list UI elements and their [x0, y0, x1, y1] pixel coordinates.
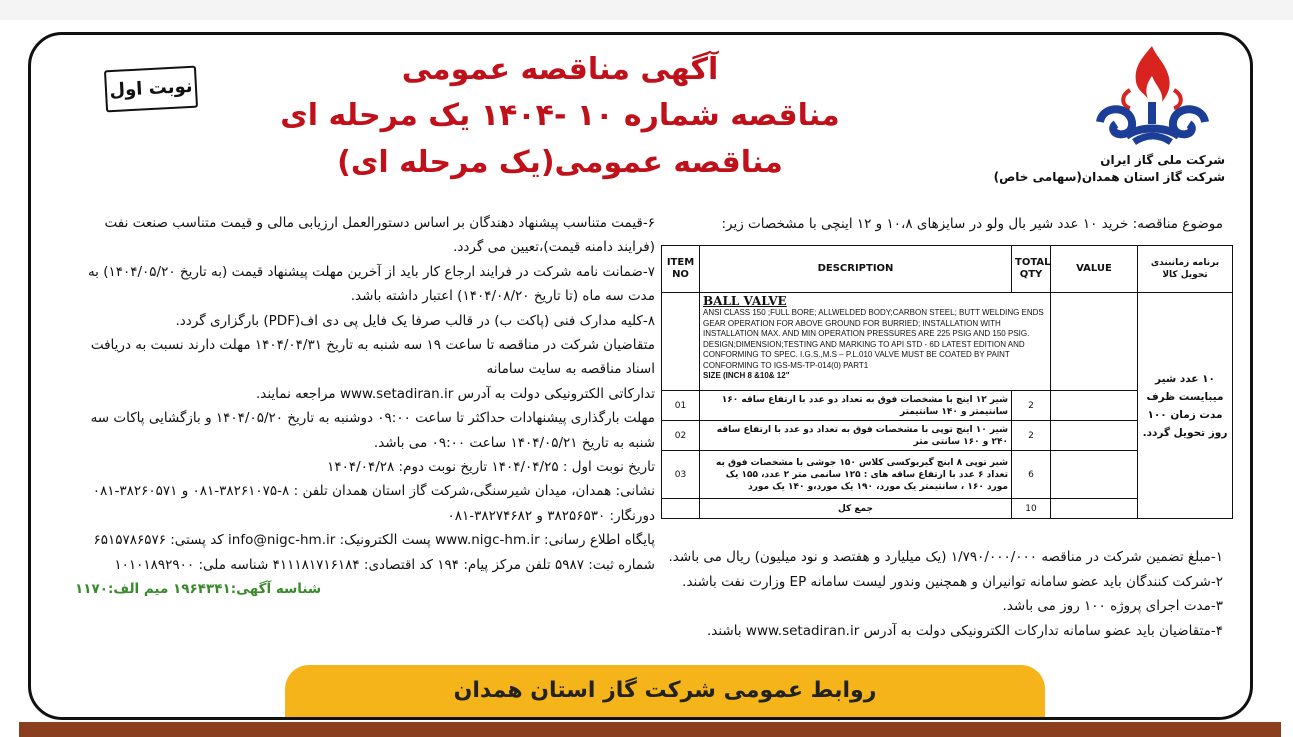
delivery-schedule-text: ۱۰ عدد شیر میبایست ظرف مدت زمان ۱۰۰ روز تحویل گردد.	[1142, 372, 1228, 439]
note-upload-deadline: مهلت بارگذاری پیشنهادات حداکثر تا ساعت ۰۹:۰۰ دوشنبه به تاریخ ۱۴۰۴/۰۵/۲۰ و بازگشایی پاکات سه شنبه به تاریخ ۱۴۰۴/۰۵/۲۱ ساعت ۰۹:۰۰ می باشد.	[90, 410, 655, 451]
nobat-stamp: نوبت اول	[104, 66, 198, 113]
ball-valve-spec-cell	[700, 293, 1051, 391]
note-3: ۳-مدت اجرای پروژه ۱۰۰ روز می باشد.	[1002, 598, 1223, 614]
header-value: VALUE	[1051, 246, 1138, 293]
note-6: ۶-قیمت متناسب پیشنهاد دهندگان بر اساس دستورالعمل ارزیابی مالی و قیمت متناسب صنعت نفت (فرایند دامنه قیمت)،تعیین می گردد.	[104, 215, 655, 256]
row-value	[1051, 421, 1138, 451]
company-line1: شرکت ملی گاز ایران	[1100, 153, 1225, 167]
company-name	[965, 152, 1225, 186]
delivery-schedule-cell	[1138, 293, 1233, 519]
row-number: 03	[662, 451, 700, 499]
note-dates: تاریخ نوبت اول : ۱۴۰۴/۰۴/۲۵ تاریخ نوبت دوم: ۱۴۰۴/۰۴/۲۸	[327, 459, 655, 476]
row-number: 02	[662, 421, 700, 451]
header-item: ITEM NO	[662, 246, 700, 293]
ball-valve-spec-row	[662, 293, 1233, 391]
header-qty: TOTAL QTY	[1012, 246, 1051, 293]
title-tender-type: مناقصه عمومی(یک مرحله ای)	[337, 145, 783, 180]
header-schedule: برنامه زمانبندی تحویل کالا	[1138, 246, 1233, 293]
row-value	[1051, 391, 1138, 421]
row-qty: 6	[1012, 451, 1051, 499]
top-strip	[0, 0, 1293, 20]
ball-valve-size: SIZE (INCH 8 &10& 12"	[703, 371, 790, 380]
row-qty: 2	[1012, 421, 1051, 451]
left-notes	[75, 211, 655, 602]
note-website: پایگاه اطلاع رسانی: www.nigc-hm.ir پست الکترونیک: info@nigc-hm.ir کد پستی: ۶۵۱۵۷۸۶۵۷۶	[93, 532, 655, 549]
bottom-bar	[19, 722, 1281, 737]
note-deadline-docs: متقاضیان شرکت در مناقصه تا ساعت ۱۹ سه شنبه به تاریخ ۱۴۰۴/۰۴/۳۱ مهلت دارند نسبت به دریافت اسناد مناقصه به سایت سامانه	[90, 337, 655, 378]
ad-identifier: شناسه آگهی:۱۹۶۴۳۴۱ میم الف:۱۱۷۰	[75, 581, 322, 598]
spec-table	[661, 245, 1233, 519]
row-description: شیر توپی ۸ اینچ گیربوکسی کلاس ۱۵۰ جوشی با مشخصات فوق به تعداد ۶ عدد با ارتفاع ساقه های : ۱۲۵ سانمی متر ۲ عدد، ۱۵۵ یک مورد ۱۶۰ ، سانتیمتر یک مورد، ۱۹۰ یک مورد،و ۱۴۰ یک مورد	[700, 451, 1012, 499]
total-label: جمع کل	[700, 499, 1012, 519]
note-7: ۷-ضمانت نامه شرکت در فرایند ارجاع کار باید از آخرین مهلت پیشنهاد قیمت (به تاریخ ۱۴۰۴/۰۵/۲۰) به مدت سه ماه (تا تاریخ ۱۴۰۴/۰۸/۲۰) اعتبار داشته باشد.	[87, 263, 655, 305]
table-header-row	[662, 246, 1233, 293]
note-8: ۸-کلیه مدارک فنی (پاکت ب) در قالب صرفا یک فایل پی دی اف(PDF) بارگزاری گردد.	[175, 312, 655, 329]
total-qty: 10	[1012, 499, 1051, 519]
bottom-notes	[613, 545, 1223, 643]
tender-subject: موضوع مناقصه: خرید ۱۰ عدد شیر بال ولو در سایزهای ۱۰،۸ و ۱۲ اینچی با مشخصات زیر:	[721, 216, 1223, 232]
row-description: شیر ۱۲ اینچ با مشخصات فوق به تعداد دو عدد با ارتفاع ساقه ۱۶۰ سانتیمتر و ۱۴۰ سانتیمتر	[700, 391, 1012, 421]
header-description: DESCRIPTION	[700, 246, 1012, 293]
title-tender-number: مناقصه شماره ۱۰ -۱۴۰۴ یک مرحله ای	[280, 98, 840, 133]
note-2: ۲-شرکت کنندگان باید عضو سامانه توانیران و همچنین وندور لیست سامانه EP وزارت نفت باشند.	[682, 573, 1223, 590]
footer-banner: روابط عمومی شرکت گاز استان همدان	[285, 665, 1045, 717]
row-description: شیر ۱۰ اینچ توپی با مشخصات فوق به تعداد دو عدد با ارتفاع ساقه ۲۴۰ و ۱۶۰ سانتی متر	[700, 421, 1012, 451]
row-qty: 2	[1012, 391, 1051, 421]
note-address: نشانی: همدان، میدان شیرسنگی،شرکت گاز استان همدان تلفن : ۸-۳۸۲۶۱۰۷۵-۰۸۱ و ۳۸۲۶۰۵۷۱-۰۸۱ دورنگار: ۳۸۲۵۶۵۳۰ و ۳۸۲۷۴۶۸۲-۰۸۱	[92, 483, 655, 524]
row-value	[1051, 451, 1138, 499]
row-number: 01	[662, 391, 700, 421]
title-main: آگهی مناقصه عمومی	[401, 52, 719, 87]
note-registration: شماره ثبت: ۵۹۸۷ تلفن مرکز پیام: ۱۹۴ کد اقتصادی: ۴۱۱۱۸۱۷۱۶۱۸۴ شناسه ملی: ۱۰۱۰۱۸۹۲۹۰۰	[114, 556, 655, 573]
note-4: ۴-متقاضیان باید عضو سامانه تدارکات الکترونیکی دولت به آدرس www.setadiran.ir باشند.	[706, 622, 1223, 639]
ball-valve-title: BALL VALVE	[703, 294, 787, 308]
note-1: ۱-مبلغ تضمین شرکت در مناقصه ۱/۷۹۰/۰۰۰/۰۰۰ (یک میلیارد و هفتصد و نود میلیون) ریال می باشد.	[668, 549, 1223, 565]
nigc-logo-icon	[1090, 42, 1215, 154]
note-setad-address: تدارکاتی الکترونیکی دولت به آدرس www.setadiran.ir مراجعه نمایند.	[255, 385, 655, 402]
ball-valve-spec: ANSI CLASS 150 ;FULL BORE; ALLWELDED BODY;CARBON STEEL; BUTT WELDING ENDS GEAR OPERATION FOR ABOVE GROUND FOR BURRIED; INSTALLATION WITH INSTALLATION MAX. AND MIN OPERATION PRESSURES ARE 225 PSIG AND 150 PSIG. DESIGN;DIMENSION;TESTING AND MARKING TO API STD - 6D LATEST EDITION AND CONFORMING TO SPEC. I.G.S.,M.S – P.L.010 VALVE MUST BE COATED BY PAINT CONFORMING TO IGS-MS-TP-014(0) PART1	[703, 308, 1044, 370]
company-line2: شرکت گاز استان همدان(سهامی خاص)	[993, 170, 1225, 184]
